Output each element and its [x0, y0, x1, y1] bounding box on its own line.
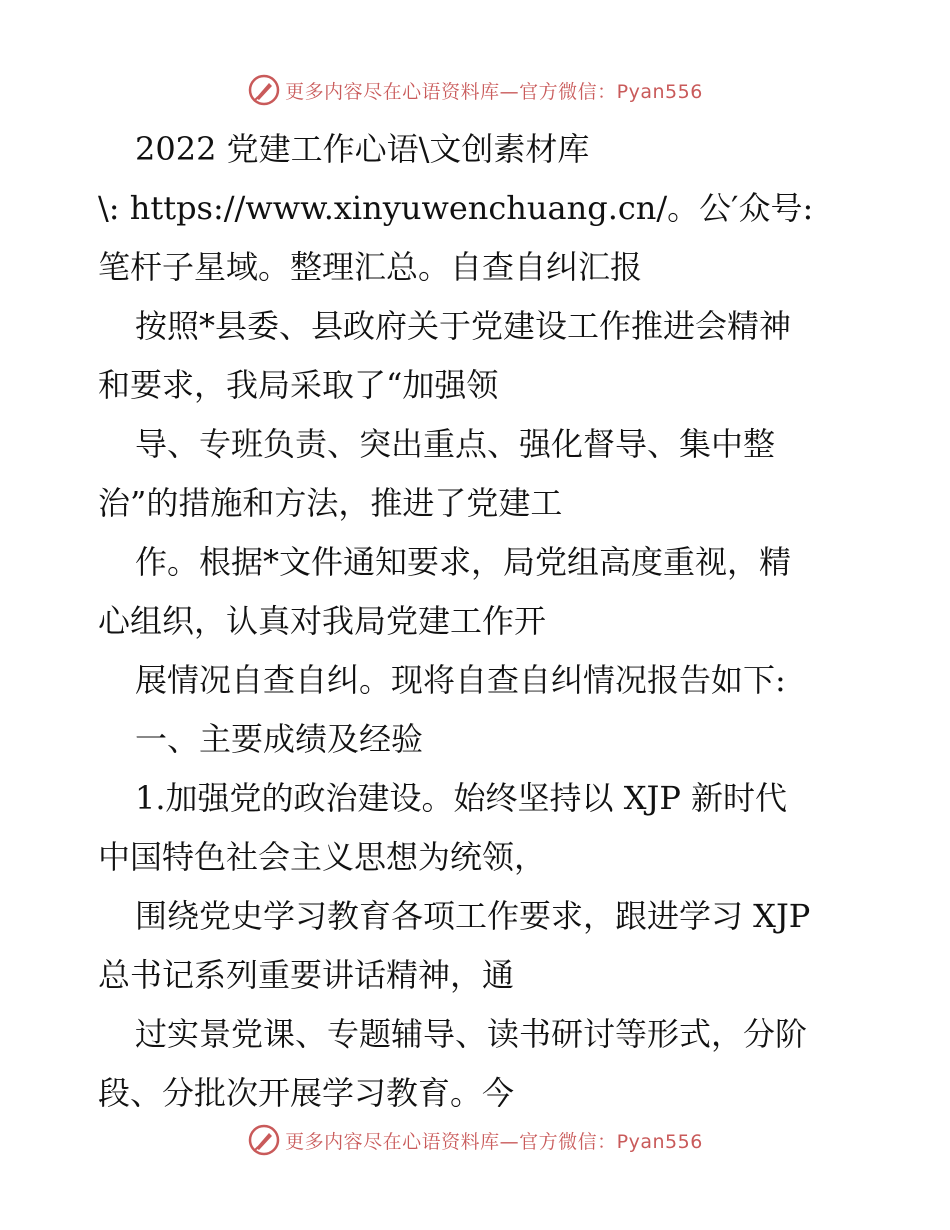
doc-line-5: 和要求，我局采取了“加强领	[98, 366, 499, 404]
footer-watermark-banner	[0, 1118, 950, 1162]
header-watermark-text: 更多内容尽在心语资料库—官方微信：Pyan556	[285, 80, 703, 103]
doc-line-12: 1.加强党的政治建设。始终坚持以 XJP 新时代	[135, 779, 788, 817]
footer-watermark-text: 更多内容尽在心语资料库—官方微信：Pyan556	[285, 1130, 703, 1153]
doc-line-15: 总书记系列重要讲话精神，通	[98, 956, 515, 994]
doc-line-3: 笔杆子星域。整理汇总。自查自纠汇报	[98, 248, 643, 286]
doc-line-16: 过实景党课、专题辅导、读书研讨等形式，分阶	[135, 1015, 808, 1053]
doc-line-10: 展情况自查自纠。现将自查自纠情况报告如下:	[135, 661, 786, 699]
doc-line-1: 2022 党建工作心语\文创素材库	[135, 130, 590, 168]
doc-line-14: 围绕党史学习教育各项工作要求，跟进学习 XJP	[135, 897, 811, 935]
doc-line-17: 段、分批次开展学习教育。今	[98, 1074, 515, 1112]
doc-line-8: 作。根据*文件通知要求，局党组高度重视，精	[135, 543, 792, 581]
doc-line-4: 按照*县委、县政府关于党建设工作推进会精神	[135, 307, 792, 345]
doc-line-6: 导、专班负责、突出重点、强化督导、集中整	[135, 425, 776, 463]
section-heading: 一、主要成绩及经验	[135, 720, 424, 758]
quill-logo-icon	[247, 1123, 281, 1157]
doc-line-9: 心组织，认真对我局党建工作开	[98, 602, 547, 640]
doc-line-2: \: https://www.xinyuwenchuang.cn/。公′众号:	[98, 189, 814, 227]
document-body	[98, 120, 898, 1123]
doc-line-7: 治”的措施和方法，推进了党建工	[98, 484, 563, 522]
doc-line-13: 中国特色社会主义思想为统领，	[98, 838, 547, 876]
header-watermark-banner	[0, 68, 950, 112]
quill-logo-icon	[247, 73, 281, 107]
